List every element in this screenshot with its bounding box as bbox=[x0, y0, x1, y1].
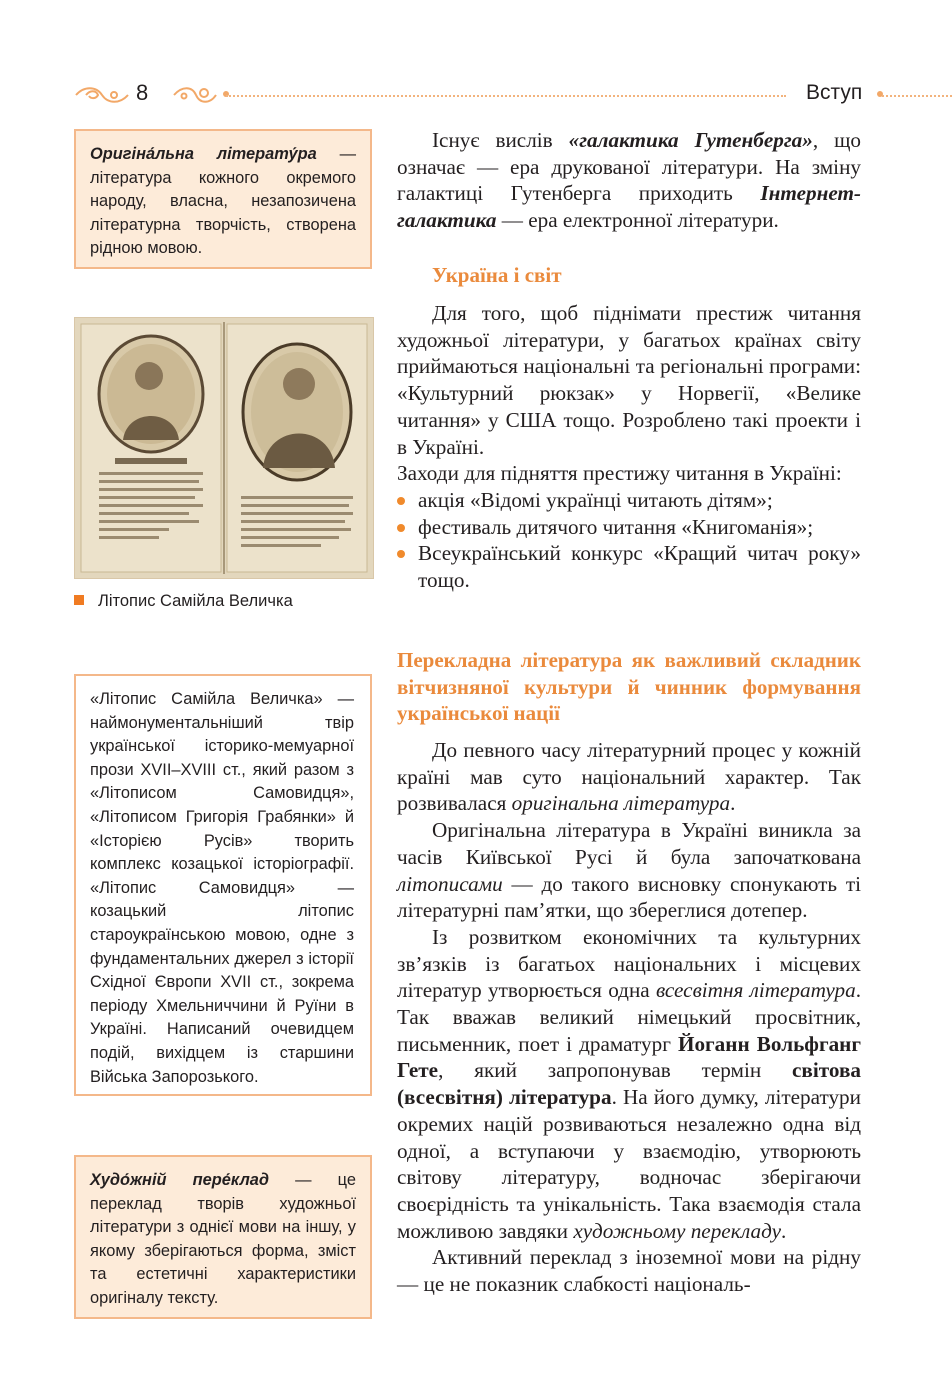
text-run: . Так вважав великий німецький просвітник, письменник, поет і драматург bbox=[397, 978, 861, 1056]
programs-paragraph: Для того, щоб піднімати престиж читання художньої літератури, у багатьох країнах світу приймаються національні та регіональні програми: «Культурний рюкзак» у Норвегії, «Велике читання» у США тощо. Розроблено такі проекти і в Україні. bbox=[397, 301, 861, 459]
emphasis: літописами bbox=[397, 871, 503, 896]
photo-caption bbox=[74, 592, 293, 611]
measures-list bbox=[397, 487, 861, 594]
text-run: До певного часу літературний процес у кожній країні мав суто національний характер. Так розвивалася bbox=[397, 738, 861, 816]
text-run: . На його думку, літератури окремих націй розвиваються незалежно одна від одної, а вступаючи у взаємодію, утворюють світову літературу, водночас зберігаючи своєрідність та унікальність. Така взаємодія стала можливою завдяки bbox=[397, 1085, 861, 1243]
paragraph bbox=[397, 817, 861, 924]
text-run: Існує вислів bbox=[432, 128, 569, 152]
list-item: Всеукраїнський конкурс «Кращий читач року» тощо. bbox=[397, 540, 861, 593]
text-run: . bbox=[730, 791, 736, 816]
header-divider bbox=[226, 95, 786, 97]
list-item: акція «Відомі українці читають дітям»; bbox=[397, 487, 861, 514]
definition-text: — література кожного окремого народу, власна, незапозичена літературна творчість, створена рідною мовою. bbox=[90, 145, 356, 258]
header-divider bbox=[882, 95, 952, 97]
emphasis: оригінальна література bbox=[511, 791, 731, 816]
chronicle-note-text: «Літопис Самійла Величка» — наймонументальніший твір української історико-мемуарної прози XVII–XVIII ст., який разом з «Літописом Самовидця», «Літописом Григорія Грабянки» й «Історією Русів» творить комплекс козацької історіографії. «Літопис Самовидця» — козацький літопис староукраїнською мовою, одне з фундаментальних джерел з історії Східної Європи XVII ст., зокрема періоду Хмельниччини й Руїни в Україні. Написаний очевидцем подій, вихідцем із старшини Війська Запорозького. bbox=[90, 690, 354, 1086]
emphasis: всесвітня література bbox=[656, 978, 856, 1003]
ornament-left-icon bbox=[74, 84, 130, 106]
term-world-literature: світова (всесвітня) література bbox=[397, 1058, 861, 1110]
ornament-right-icon bbox=[172, 84, 218, 106]
chronicle-photo bbox=[74, 317, 374, 579]
chronicle-note-box bbox=[74, 674, 372, 1096]
text-run: — до такого висновку спонукають ті літературні пам’ятки, що збереглися дотепер. bbox=[397, 871, 861, 923]
programs-section bbox=[397, 300, 861, 594]
body-section bbox=[397, 737, 861, 1298]
paragraph: Активний переклад з іноземної мови на рідну — це не показник слабкості національ- bbox=[397, 1245, 861, 1297]
caption-marker-icon bbox=[74, 595, 84, 605]
section-title: Вступ bbox=[806, 81, 863, 104]
text-run: . bbox=[780, 1218, 787, 1243]
list-item: фестиваль дитячого читання «Книгоманія»; bbox=[397, 514, 861, 541]
definition-term: Худо́жній пере́клад bbox=[90, 1171, 270, 1189]
definition-term: Оригіна́льна літерату́ра bbox=[90, 145, 317, 163]
caption-text: Літопис Самійла Величка bbox=[98, 592, 293, 610]
paragraph bbox=[397, 924, 861, 1244]
term-internet-galaxy: Інтернет-галактика bbox=[397, 181, 861, 233]
heading-ukraine-and-world: Україна і світ bbox=[432, 263, 562, 287]
text-run: , що означає — ера друкованої літератури. На зміну галактиці Гутенберга приходить bbox=[397, 128, 861, 206]
text-run: , який запропонував термін bbox=[438, 1058, 793, 1083]
definition-box-translation bbox=[74, 1155, 372, 1319]
paragraph bbox=[397, 737, 861, 817]
term-gutenberg-galaxy: «галактика Гутенберга» bbox=[568, 128, 813, 152]
page-header bbox=[0, 78, 952, 114]
text-run: Оригінальна література в Україні виникла за часів Київської Русі й була започаткована bbox=[397, 818, 861, 869]
definition-text: — це переклад творів художньої літератури з однієї мови на іншу, у якому зберігаються форма, зміст та естетичні характеристики оригіналу тексту. bbox=[90, 1171, 356, 1307]
measures-paragraph: Заходи для підняття престижу читання в Україні: bbox=[397, 461, 842, 486]
intro-paragraph bbox=[397, 127, 861, 234]
heading-translated-literature: Перекладна література як важливий складник вітчизняної культури й чинник формування української нації bbox=[397, 648, 861, 726]
text-run: — ера електронної літератури. bbox=[496, 208, 779, 233]
definition-box-original-literature bbox=[74, 129, 372, 269]
chronicle-illustration bbox=[75, 318, 373, 578]
emphasis: художньому перекладу bbox=[573, 1218, 781, 1243]
name-goethe: Йоганн Вольфганг Гете bbox=[397, 1031, 861, 1083]
text-run: Із розвитком економічних та культурних зв’язків із багатьох національних і місцевих літератур утворюється одна bbox=[397, 924, 861, 1003]
page-number: 8 bbox=[136, 80, 149, 105]
